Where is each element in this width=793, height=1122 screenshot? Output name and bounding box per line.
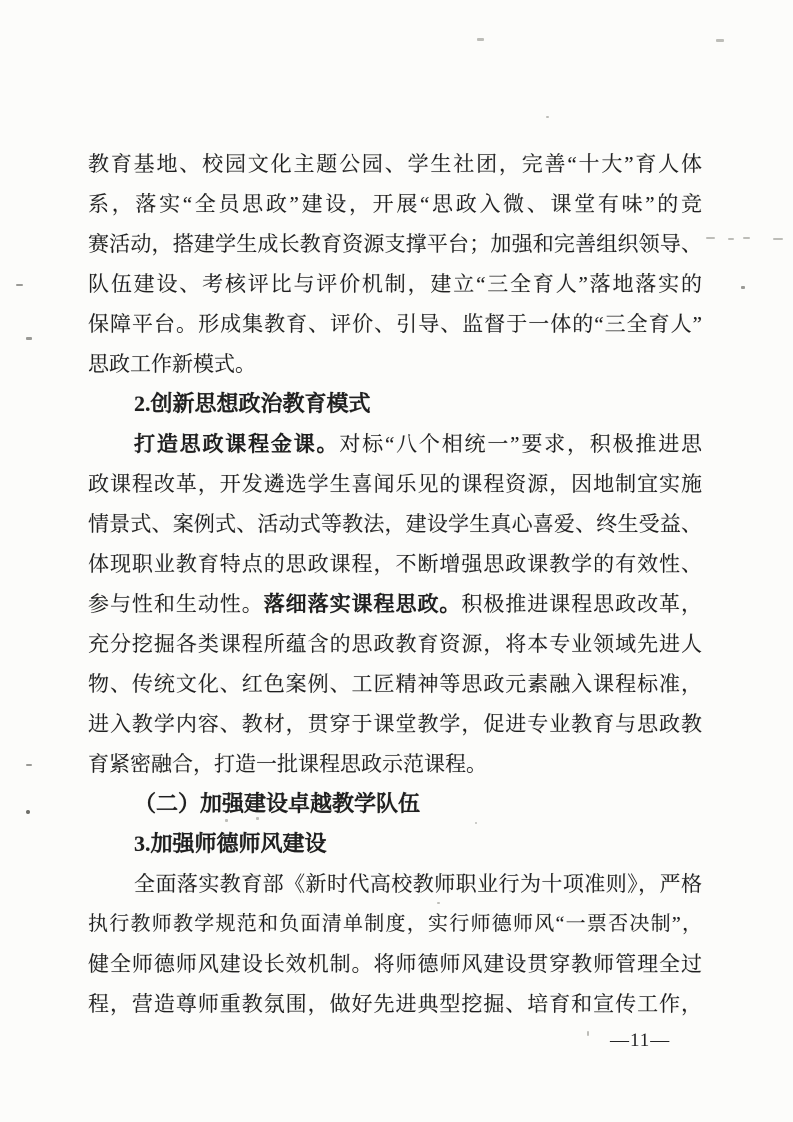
text-line: 系，落实“全员思政”建设，开展“思政入微、课堂有味”的竞 xyxy=(88,192,702,216)
text-line: 队伍建设、考核评比与评价机制，建立“三全育人”落地落实的 xyxy=(88,272,702,296)
text-line: 保障平台。形成集教育、评价、引导、监督于一体的“三全育人” xyxy=(88,312,702,336)
text-line: 充分挖掘各类课程所蕴含的思政教育资源，将本专业领域先进人 xyxy=(88,632,702,656)
text-line: 政课程改革，开发遴选学生喜闻乐见的课程资源，因地制宜实施 xyxy=(88,472,702,496)
text-line: 健全师德师风建设长效机制。将师德师风建设贯穿教师管理全过 xyxy=(88,952,702,976)
scan-speck xyxy=(26,337,32,340)
bold-phrase: 打造思政课程金课。 xyxy=(134,432,340,456)
scan-speck xyxy=(256,817,259,820)
page-number: —11— xyxy=(610,1030,671,1051)
scan-speck xyxy=(475,822,477,824)
text-line: 育紧密融合，打造一批课程思政示范课程。 xyxy=(88,752,487,776)
scan-speck xyxy=(743,237,750,239)
scan-speck xyxy=(225,819,228,822)
scan-speck xyxy=(773,238,783,240)
text-line: 赛活动，搭建学生成长教育资源支撑平台；加强和完善组织领导、 xyxy=(88,232,702,256)
scan-speck xyxy=(546,116,549,118)
text-line: 全面落实教育部《新时代高校教师职业行为十项准则》，严格 xyxy=(134,872,702,896)
text-line: 情景式、案例式、活动式等教法，建设学生真心喜爱、终生受益、 xyxy=(88,512,702,536)
text-line: 教育基地、校园文化主题公园、学生社团，完善“十大”育人体 xyxy=(88,152,702,176)
scan-speck xyxy=(16,284,23,286)
scan-speck xyxy=(728,238,734,240)
scan-speck xyxy=(716,39,724,42)
scan-speck xyxy=(587,1031,589,1036)
bold-phrase: 落细落实课程思政。 xyxy=(263,592,462,616)
section-heading-2: 2.创新思想政治教育模式 xyxy=(134,391,371,416)
text-run: 积极推进课程思政改革， xyxy=(461,592,703,616)
section-heading-3: 3.加强师德师风建设 xyxy=(134,831,327,856)
scan-speck xyxy=(26,764,32,766)
text-line: 物、传统文化、红色案例、工匠精神等思政元素融入课程标准， xyxy=(88,672,702,696)
scan-speck xyxy=(741,286,745,289)
text-line: 进入教学内容、教材，贯穿于课堂教学，促进专业教育与思政教 xyxy=(88,712,702,736)
text-line: 体现职业教育特点的思政课程，不断增强思政课教学的有效性、 xyxy=(88,552,702,576)
text-line: 执行教师教学规范和负面清单制度，实行师德师风“一票否决制”， xyxy=(88,913,702,935)
text-line xyxy=(88,584,702,624)
scan-speck xyxy=(706,237,715,239)
text-line: 思政工作新模式。 xyxy=(88,352,256,376)
section-heading-er: （二）加强建设卓越教学队伍 xyxy=(134,791,421,816)
text-line: 程，营造尊师重教氛围，做好先进典型挖掘、培育和宣传工作， xyxy=(88,992,702,1016)
text-line xyxy=(88,424,702,464)
scan-speck xyxy=(26,810,30,814)
scan-speck xyxy=(477,38,484,41)
text-run: 对标“八个相统一”要求，积极推进思 xyxy=(339,432,703,456)
scan-speck xyxy=(437,902,440,904)
text-run: 参与性和生动性。 xyxy=(88,592,264,616)
